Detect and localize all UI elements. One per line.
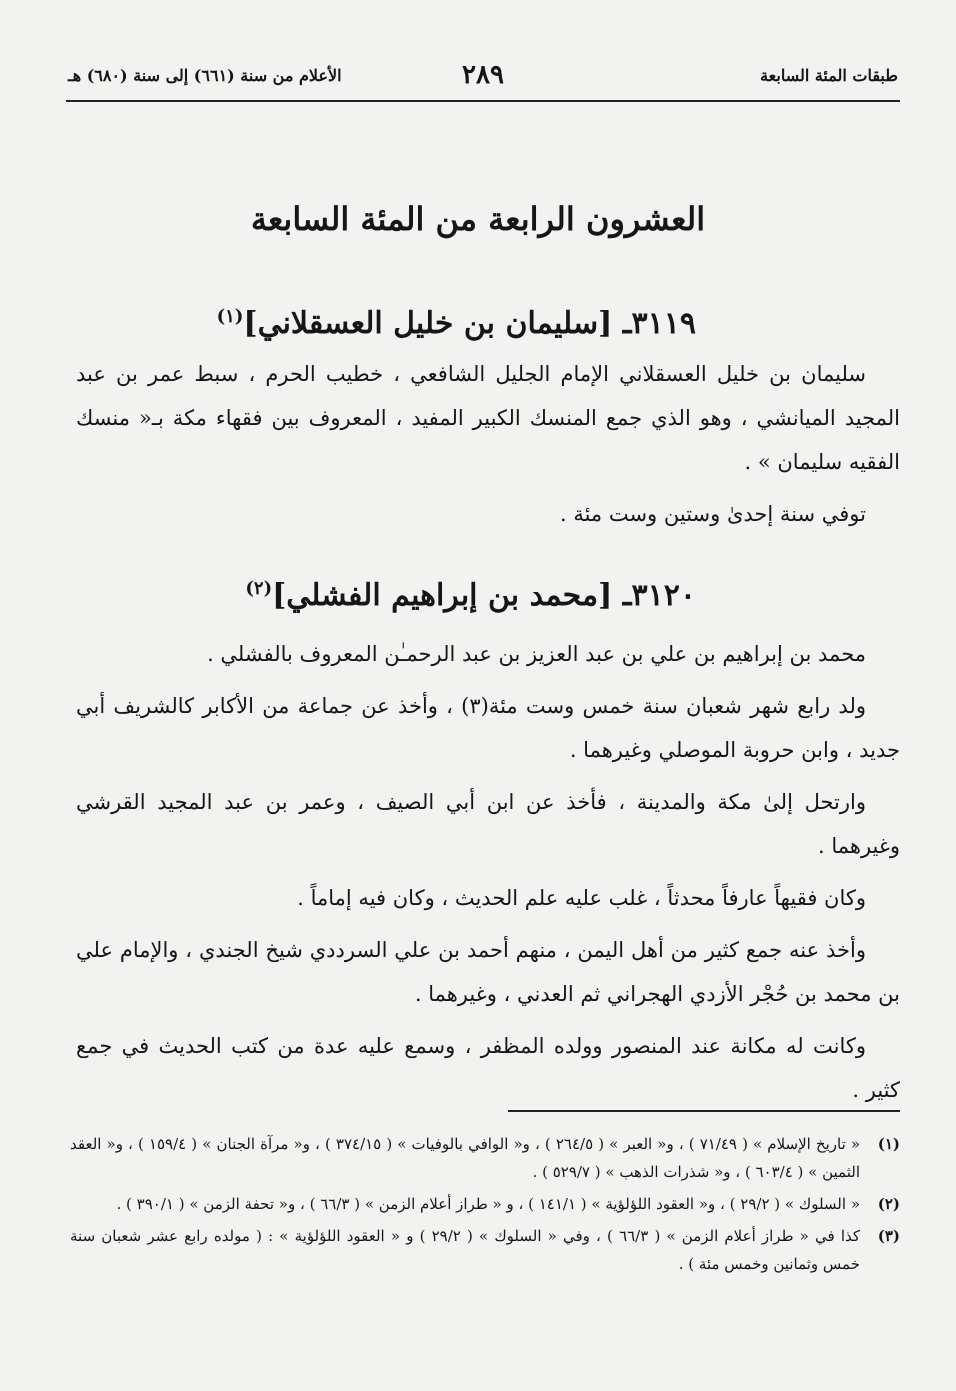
footnote-number: (٢) [877,1195,900,1213]
footnote-item [70,1222,900,1278]
body-paragraph: ولد رابع شهر شعبان سنة خمس وست مئة(٣) ، وأخذ عن جماعة من الأكابر كالشريف أبي جديد ، وابن حروبة الموصلي وغيرهما . [76,694,900,762]
entry-body [76,352,900,544]
body-paragraph: وارتحل إلىٰ مكة والمدينة ، فأخذ عن ابن أبي الصيف ، وعمر بن عبد المجيد القرشي وغيرهما . [76,790,900,858]
body-paragraph: محمد بن إبراهيم بن علي بن عبد العزيز بن عبد الرحمـٰن المعروف بالفشلي . [207,642,866,666]
entry-heading [217,306,696,341]
entry-heading [245,578,696,613]
footnote-number: (٣) [877,1227,900,1245]
running-header [68,60,898,94]
footnote-text: « السلوك » ( ٢٩/٢ ) ، و« العقود اللؤلؤية » ( ١٤١/١ ) ، و « طراز أعلام الزمن » ( ٦٦/٣ ) ، و« تحفة الزمن » ( ٣٩٠/١ ) . [116,1195,860,1213]
footnotes [70,1130,900,1282]
footnote-item [70,1130,900,1186]
header-year-range: الأعلام من سنة (٦٦١) إلى سنة (٦٨٠) هـ [68,66,342,85]
header-book-section: طبقات المئة السابعة [760,66,898,85]
footnote-number: (١) [877,1135,900,1153]
body-paragraph: وأخذ عنه جمع كثير من أهل اليمن ، منهم أحمد بن علي السرددي شيخ الجندي ، والإمام علي بن محمد بن حُجْر الأزدي الهجراني ثم العدني ، وغيرهما . [76,938,900,1006]
footnote-text: كذا في « طراز أعلام الزمن » ( ٦٦/٣ ) ، وفي « السلوك » ( ٢٩/٢ ) و « العقود اللؤلؤية » : ( مولده رابع عشر شعبان سنة خمس وثمانين وخمس مئة ) . [70,1227,861,1273]
body-paragraph: توفي سنة إحدىٰ وستين وست مئة . [559,502,866,526]
footnote-item [70,1190,900,1218]
entry-heading-text: ٣١٢٠ـ [محمد بن إبراهيم الفشلي] [272,578,696,613]
body-paragraph: سليمان بن خليل العسقلاني الإمام الجليل الشافعي ، خطيب الحرم ، سبط عمر بن عبد المجيد الميانشي ، وهو الذي جمع المنسك الكبير المفيد ، المعروف بين فقهاء مكة بـ« منسك الفقيه سليمان » . [76,362,900,474]
chapter-title: العشرون الرابعة من المئة السابعة [250,200,706,238]
header-divider [66,100,900,102]
body-paragraph: وكانت له مكانة عند المنصور وولده المظفر ، وسمع عليه عدة من كتب الحديث في جمع كثير . [76,1034,900,1102]
footnote-text: « تاريخ الإسلام » ( ٧١/٤٩ ) ، و« العبر » ( ٢٦٤/٥ ) ، و« الوافي بالوفيات » ( ٣٧٤/١٥ ) ، و« مرآة الجنان » ( ١٥٩/٤ ) ، و« العقد الثمين » ( ٦٠٣/٤ ) ، و« شذرات الذهب » ( ٥٢٩/٧ ) . [70,1135,861,1181]
footnote-mark: (١) [216,306,244,327]
entry-body [76,632,900,1120]
entry-heading-text: ٣١١٩ـ [سليمان بن خليل العسقلاني] [243,306,696,341]
body-paragraph: وكان فقيهاً عارفاً محدثاً ، غلب عليه علم الحديث ، وكان فيه إماماً . [297,886,866,910]
footnote-divider [508,1110,900,1112]
footnote-mark: (٢) [245,578,273,599]
page-number: ٢٨٩ [462,60,504,90]
